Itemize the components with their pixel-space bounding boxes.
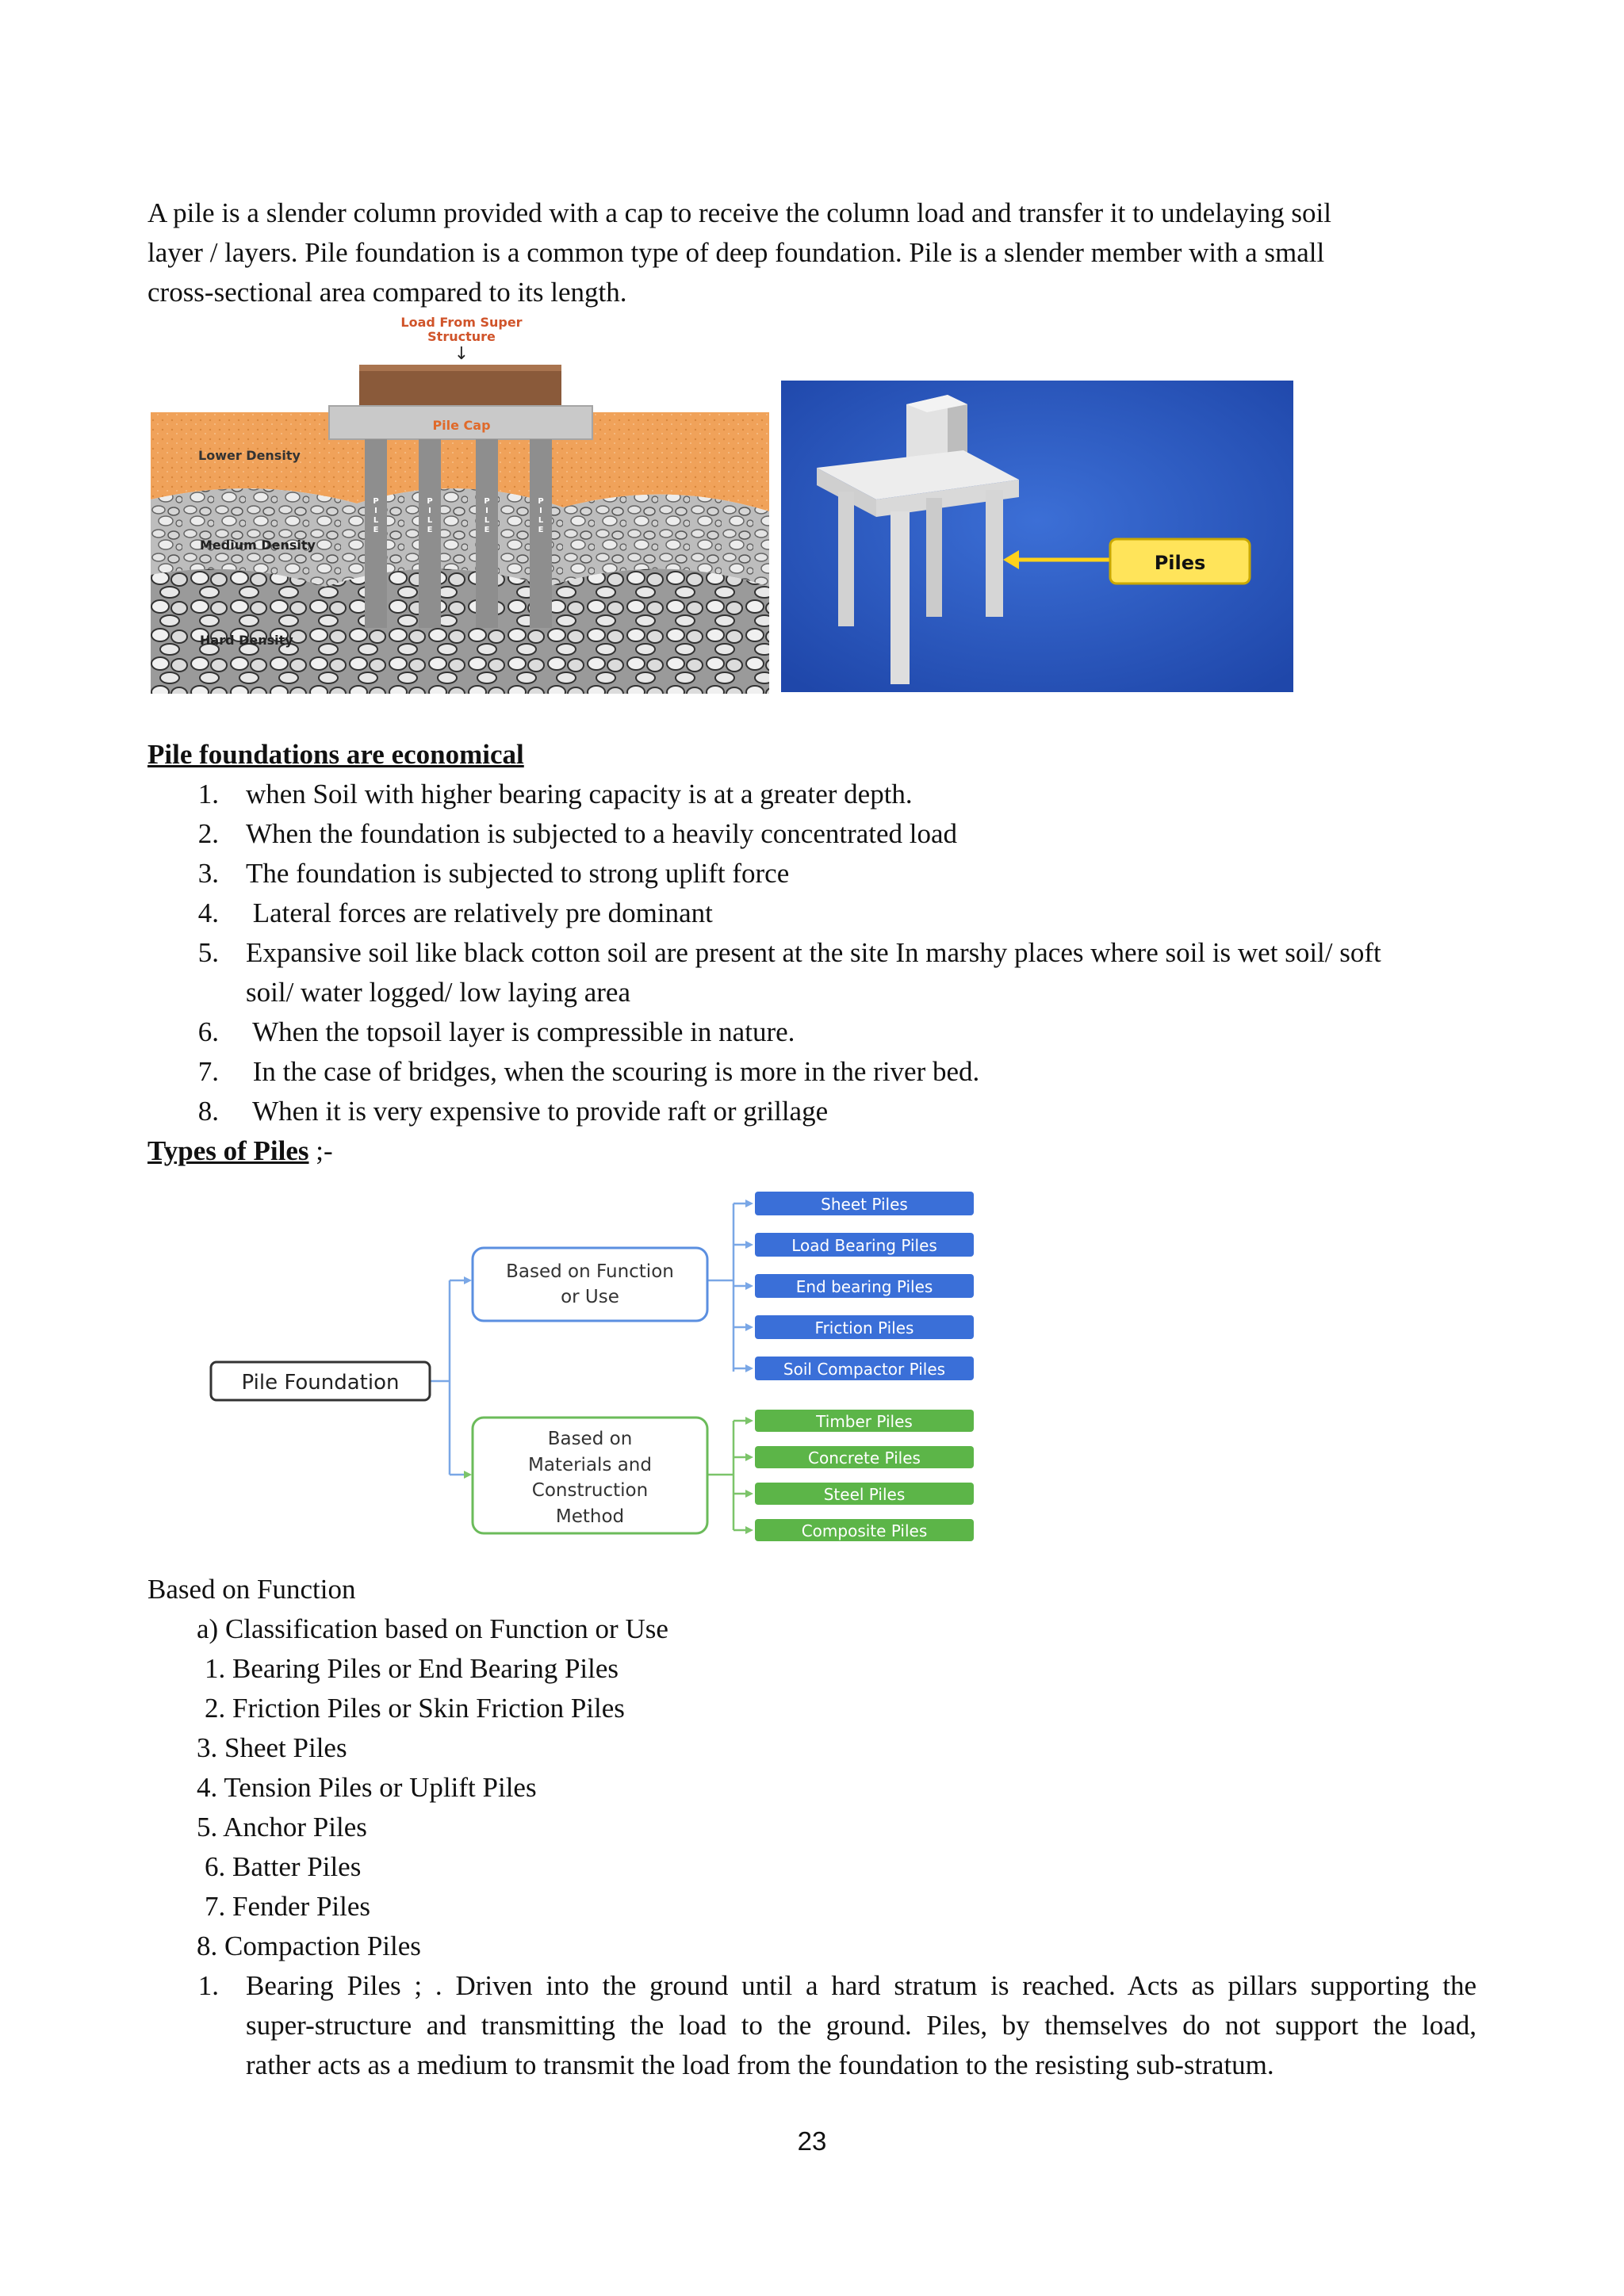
pile-letter: I bbox=[485, 507, 488, 515]
list-item: In the case of bridges, when the scouring is more in the river bed. bbox=[246, 1056, 980, 1087]
list-number: 8. bbox=[197, 1096, 219, 1127]
pile-letter: P bbox=[538, 497, 544, 506]
medium-density-label: Medium Density bbox=[200, 538, 316, 553]
function-list-item: 4. Tension Piles or Uplift Piles bbox=[197, 1772, 537, 1803]
branch-material-label: Materials and bbox=[527, 1455, 653, 1475]
function-list-item: 5. Anchor Piles bbox=[197, 1812, 367, 1843]
list-number: 7. bbox=[197, 1056, 219, 1087]
function-list-item: 8. Compaction Piles bbox=[197, 1931, 421, 1961]
list-number: 6. bbox=[197, 1016, 219, 1047]
branch-material-label: Construction bbox=[531, 1480, 649, 1501]
intro-paragraph bbox=[147, 193, 1480, 312]
function-list-item: 3. Sheet Piles bbox=[197, 1732, 347, 1763]
pile-letter: P bbox=[373, 497, 379, 506]
function-item: End bearing Piles bbox=[795, 1277, 933, 1296]
list-number: 5. bbox=[197, 937, 219, 968]
pile-letter: L bbox=[538, 516, 544, 525]
intro-line: cross-sectional area compared to its length. bbox=[147, 277, 627, 308]
material-item: Timber Piles bbox=[816, 1412, 913, 1431]
based-on-function-title: Based on Function bbox=[147, 1574, 356, 1605]
list-item: When the foundation is subjected to a heavily concentrated load bbox=[246, 818, 958, 849]
function-item: Friction Piles bbox=[814, 1318, 914, 1337]
types-heading: Types of Piles bbox=[147, 1135, 309, 1166]
intro-line: layer / layers. Pile foundation is a common type of deep foundation. Pile is a slender member with a small bbox=[147, 237, 1325, 268]
material-item: Steel Piles bbox=[823, 1485, 906, 1504]
list-item: When it is very expensive to provide raft or grillage bbox=[246, 1096, 829, 1127]
list-item: Lateral forces are relatively pre dominant bbox=[246, 897, 713, 928]
piles-callout: Piles bbox=[1154, 552, 1206, 574]
list-item: The foundation is subjected to strong uplift force bbox=[246, 858, 790, 889]
list-number: 3. bbox=[197, 858, 219, 889]
pile-foundation-illustration bbox=[151, 313, 769, 694]
function-item: Soil Compactor Piles bbox=[783, 1360, 946, 1379]
load-label-2: Structure bbox=[427, 329, 496, 344]
pile-letter: P bbox=[484, 497, 490, 506]
pile-letter: I bbox=[539, 507, 542, 515]
material-item: Composite Piles bbox=[801, 1521, 928, 1540]
pile-letter: I bbox=[428, 507, 431, 515]
list-item-continued: soil/ water logged/ low laying area bbox=[246, 977, 630, 1008]
page-number: 23 bbox=[797, 2126, 827, 2156]
economical-heading: Pile foundations are economical bbox=[147, 739, 524, 770]
list-number: 2. bbox=[197, 818, 219, 849]
function-item: Sheet Piles bbox=[821, 1195, 908, 1214]
pile-letter: L bbox=[484, 516, 490, 525]
list-number: 1. bbox=[197, 779, 219, 809]
types-heading-suffix: ;- bbox=[308, 1135, 333, 1166]
function-list-item: 1. Bearing Piles or End Bearing Piles bbox=[205, 1653, 619, 1684]
load-label-1: Load From Super bbox=[400, 315, 523, 330]
pile-letter: E bbox=[427, 526, 433, 534]
bearing-line: Bearing Piles ; . Driven into the ground until a hard stratum is reached. Acts as pillars supporting the bbox=[246, 1970, 1477, 2001]
diagram-root: Pile Foundation bbox=[241, 1371, 400, 1395]
lower-density-label: Lower Density bbox=[198, 448, 301, 463]
hard-density-label: Hard Density bbox=[200, 633, 293, 648]
function-list-item: 6. Batter Piles bbox=[205, 1851, 362, 1882]
list-number: 1. bbox=[197, 1970, 219, 2001]
pile-letter: E bbox=[373, 526, 379, 534]
branch-material-label: Based on bbox=[547, 1429, 633, 1449]
branch-function-label: or Use bbox=[561, 1287, 619, 1307]
pile-letter: I bbox=[374, 507, 377, 515]
list-number: 4. bbox=[197, 897, 219, 928]
load-arrow: ↓ bbox=[454, 344, 469, 364]
function-list-item: 7. Fender Piles bbox=[205, 1891, 371, 1922]
classification-subtitle: a) Classification based on Function or Use bbox=[197, 1613, 668, 1644]
pile-cap-label: Pile Cap bbox=[432, 418, 491, 433]
intro-line: A pile is a slender column provided with a cap to receive the column load and transfer it to undelaying soil bbox=[147, 197, 1331, 228]
pile-cap-3d-illustration bbox=[781, 381, 1293, 692]
pile-letter: L bbox=[373, 516, 379, 525]
material-item: Concrete Piles bbox=[808, 1448, 921, 1468]
bearing-line: super-structure and transmitting the load to the ground. Piles, by themselves do not support the load, bbox=[246, 2010, 1477, 2041]
list-item: when Soil with higher bearing capacity is at a greater depth. bbox=[246, 779, 913, 809]
function-list-item: 2. Friction Piles or Skin Friction Piles bbox=[205, 1693, 625, 1724]
list-item: Expansive soil like black cotton soil are present at the site In marshy places where soil is wet soil/ soft bbox=[246, 937, 1381, 968]
branch-material-label: Method bbox=[555, 1506, 625, 1527]
function-item: Load Bearing Piles bbox=[791, 1236, 937, 1255]
list-item: When the topsoil layer is compressible in nature. bbox=[246, 1016, 795, 1047]
pile-classification-diagram bbox=[206, 1181, 983, 1546]
pile-letter: P bbox=[427, 497, 433, 506]
pile-letter: L bbox=[427, 516, 433, 525]
types-heading-line bbox=[147, 1131, 333, 1171]
bearing-line: rather acts as a medium to transmit the load from the foundation to the resisting sub-stratum. bbox=[246, 2049, 1274, 2080]
pile-letter: E bbox=[538, 526, 544, 534]
branch-function-label: Based on Function bbox=[506, 1261, 674, 1282]
pile-letter: E bbox=[484, 526, 490, 534]
